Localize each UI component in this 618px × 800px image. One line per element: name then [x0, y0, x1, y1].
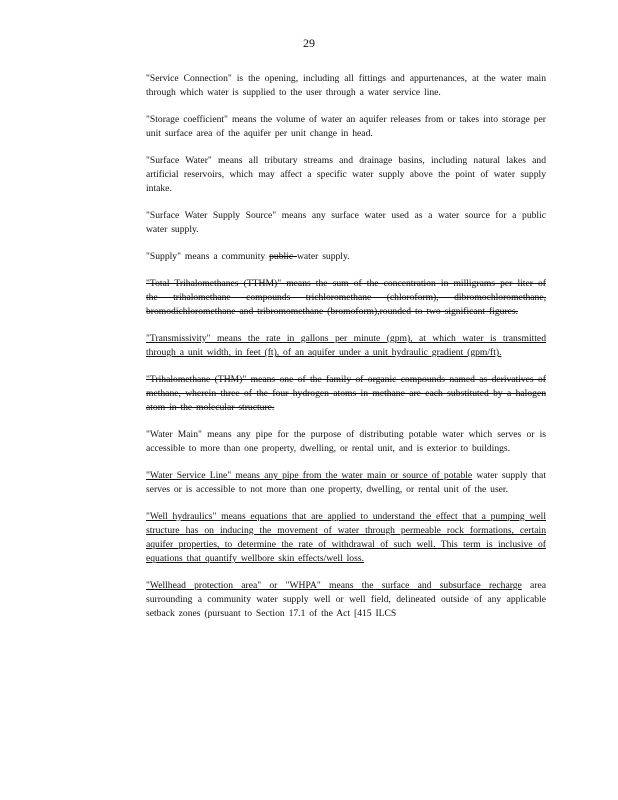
definition-wellhead-protection-area-text: area surrounding a community water supply well or well field, delineated outside of any applicable setback zones (pursuant to Section 17.1 of the Act [415 ILCS [146, 580, 546, 619]
definition-supply [146, 250, 546, 264]
definition-service-connection: "Service Connection" is the opening, including all fittings and appurtenances, at the water main through which water is supplied to the user through a water service line. [146, 73, 546, 98]
definition-surface-water: "Surface Water" means all tributary streams and drainage basins, including natural lakes and artificial reservoirs, which may affect a specific water supply above the point of water supply intake. [146, 155, 546, 194]
definitions-list [146, 72, 546, 634]
definition-surface-water-supply-source: "Surface Water Supply Source" means any surface water used as a water source for a public water supply. [146, 210, 546, 235]
definition-water-main: "Water Main" means any pipe for the purpose of distributing potable water which serves or is accessible to more than one property, dwelling, or rental unit, and is exterior to buildings. [146, 429, 546, 454]
definition-trihalomethane-deleted: "Trihalomethane (THM)" means one of the family of organic compounds named as derivatives of methane, wherein three of the four hydrogen atoms in methane are each substituted by a halogen atom in the molecular structure. [146, 374, 546, 413]
added-text: "Water Service Line" means any pipe from the water main or source of potable [146, 470, 473, 481]
page-number: 29 [303, 36, 315, 50]
definition-supply-text: "Supply" means a community [146, 251, 270, 262]
added-text: "Wellhead protection area" or "WHPA" means the surface and subsurface recharge [146, 580, 522, 591]
definition-water-service-line-text: water supply that serves or is accessible to not more than one property, dwelling, or rental unit of the user. [146, 470, 546, 495]
definition-water-service-line [146, 469, 546, 497]
definition-supply-text-end: water supply. [296, 251, 350, 262]
definition-well-hydraulics-added: "Well hydraulics" means equations that are applied to understand the effect that a pumping well structure has on inducing the movement of water through permeable rock formations, certain aquifer properties, to determine the rate of withdrawal of such well. This term is inclusive of equations that quantify wellbore skin effects/well loss. [146, 511, 546, 564]
deleted-text: public [269, 251, 297, 262]
definition-storage-coefficient: "Storage coefficient" means the volume of water an aquifer releases from or takes into storage per unit surface area of the aquifer per unit change in head. [146, 114, 546, 139]
definition-transmissivity-added: "Transmissivity" means the rate in gallons per minute (gpm), at which water is transmitted through a unit width, in feet (ft), of an aquifer under a unit hydraulic gradient (gpm/ft). [146, 333, 546, 358]
definition-total-trihalomethanes-deleted: "Total Trihalomethanes (TTHM)" means the sum of the concentration in milligrams per liter of the trihalomethane compounds trichloromethane (chloroform), dibromochloromethane, bromodichloromethane and tribromomethane (bromoform),rounded to two significant figures. [146, 278, 546, 317]
definition-wellhead-protection-area [146, 579, 546, 621]
